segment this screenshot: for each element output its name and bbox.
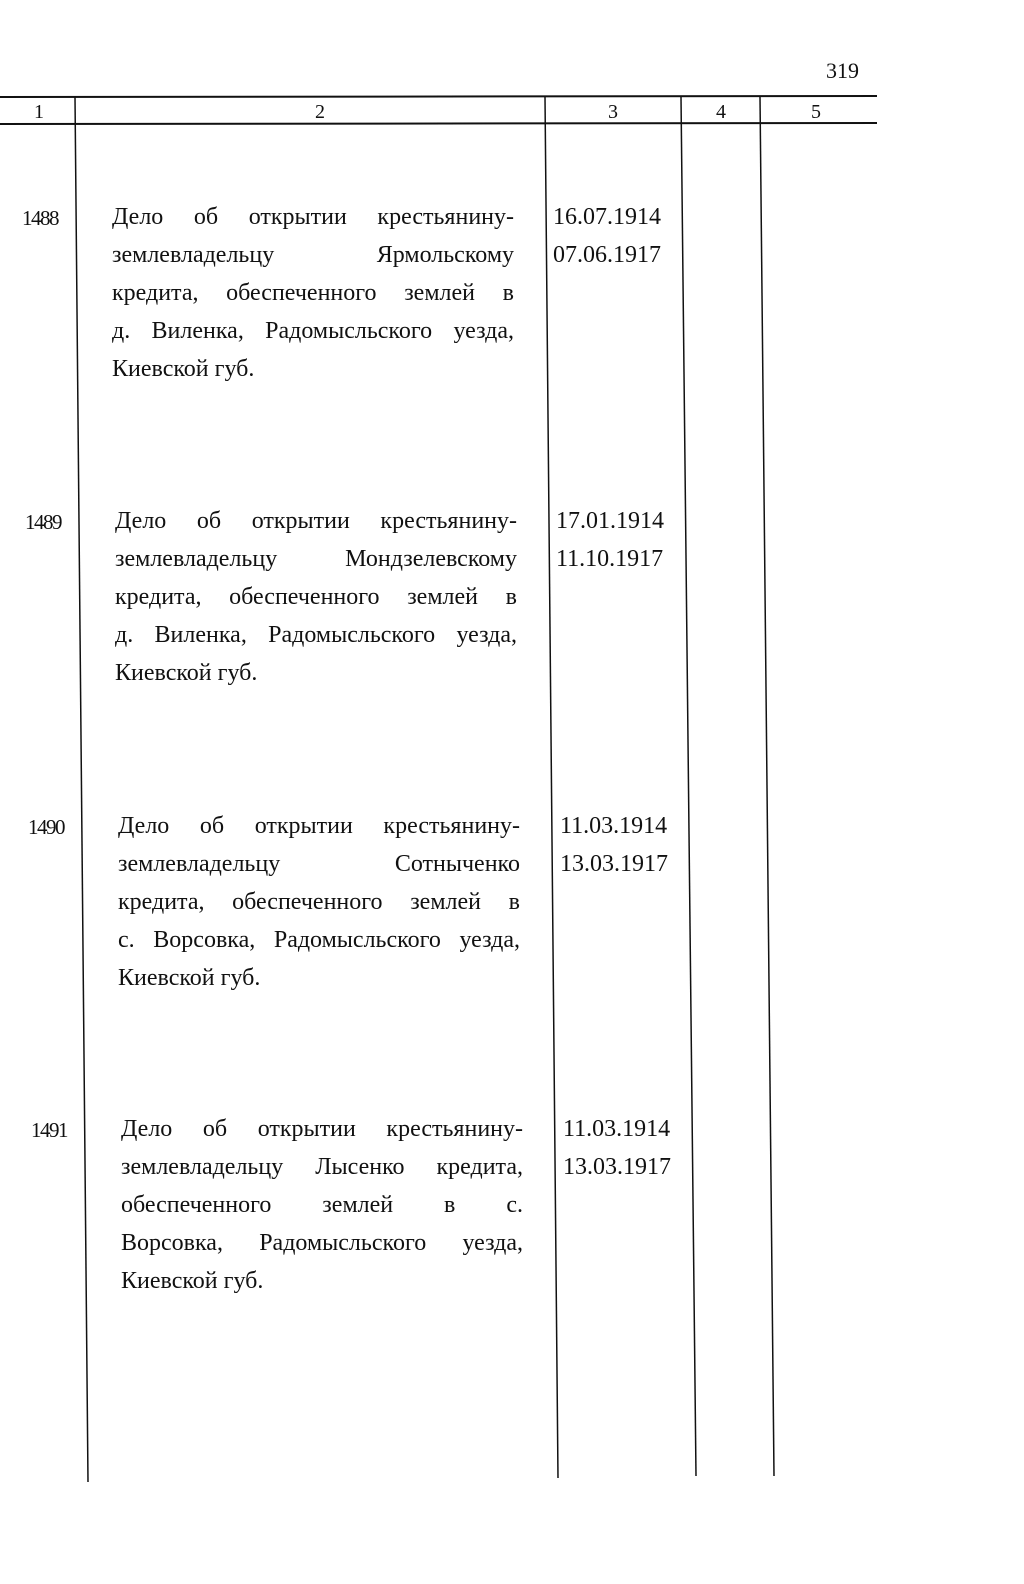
start-date: 11.03.1914 <box>560 813 668 839</box>
description-line: Дело об открытии крестьянину- <box>112 204 514 230</box>
description-line: д. Виленка, Радомысльского уезда, <box>112 318 514 344</box>
start-date: 11.03.1914 <box>563 1116 671 1142</box>
end-date: 07.06.1917 <box>553 242 661 268</box>
description-line: землевладельцу Сотныченко <box>118 851 520 877</box>
description-line: Дело об открытии крестьянину- <box>121 1116 523 1142</box>
column-divider <box>681 97 696 1476</box>
entry-description <box>112 198 514 388</box>
description-line: Дело об открытии крестьянину- <box>118 813 520 839</box>
entry-number: 1491 <box>31 1118 67 1142</box>
start-date: 16.07.1914 <box>553 204 661 230</box>
column-divider <box>760 97 774 1476</box>
column-divider <box>545 97 558 1478</box>
description-line: с. Ворсовка, Радомысльского уезда, <box>118 927 520 953</box>
entry-number: 1490 <box>28 815 64 839</box>
column-header-1: 1 <box>34 101 44 123</box>
column-header-3: 3 <box>608 101 618 123</box>
description-line: обеспеченного землей в с. <box>121 1192 523 1218</box>
entry-dates <box>553 198 661 274</box>
description-line: Ворсовка, Радомысльского уезда, <box>121 1230 523 1256</box>
column-header-5: 5 <box>811 101 821 123</box>
description-line: землевладельцу Ярмольскому <box>112 242 514 268</box>
start-date: 17.01.1914 <box>556 508 664 534</box>
entry-dates <box>563 1110 671 1186</box>
description-line: Киевской губ. <box>121 1268 264 1294</box>
description-line: землевладельцу Лысенко кредита, <box>121 1154 523 1180</box>
page-number: 319 <box>826 58 859 83</box>
header-top-rule <box>0 96 877 97</box>
description-line: д. Виленка, Радомысльского уезда, <box>115 622 517 648</box>
description-line: кредита, обеспеченного землей в <box>118 889 520 915</box>
description-line: кредита, обеспеченного землей в <box>112 280 514 306</box>
entry-dates <box>556 502 664 578</box>
description-line: Киевской губ. <box>112 356 255 382</box>
column-header-4: 4 <box>716 101 726 123</box>
header-bottom-rule <box>0 123 877 124</box>
entry-description <box>115 502 517 692</box>
end-date: 13.03.1917 <box>560 851 668 877</box>
column-divider <box>75 97 88 1482</box>
entry-dates <box>560 807 668 883</box>
entry-description <box>118 807 520 997</box>
description-line: кредита, обеспеченного землей в <box>115 584 517 610</box>
description-line: землевладельцу Мондзелевскому <box>115 546 517 572</box>
description-line: Киевской губ. <box>118 965 261 991</box>
description-line: Дело об открытии крестьянину- <box>115 508 517 534</box>
entry-number: 1489 <box>25 510 61 534</box>
end-date: 11.10.1917 <box>556 546 664 572</box>
entry-description <box>121 1110 523 1300</box>
entry-number: 1488 <box>22 206 58 230</box>
end-date: 13.03.1917 <box>563 1154 671 1180</box>
column-header-2: 2 <box>315 101 325 123</box>
description-line: Киевской губ. <box>115 660 258 686</box>
